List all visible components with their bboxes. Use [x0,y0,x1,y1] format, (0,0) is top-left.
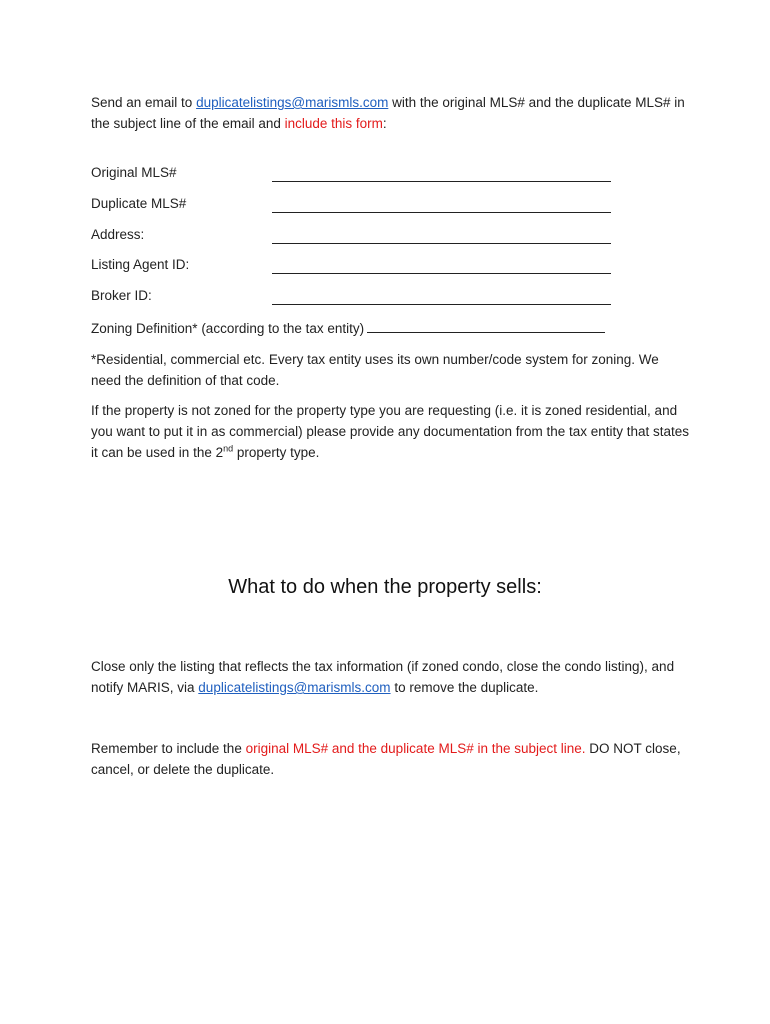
property-note-text: If the property is not zoned for the property type you are requesting (i.e. it is zoned residential, and you want to put it in as commercial) please provide any documentation from the tax entity that states it can be used in the 2 [91,403,690,460]
field-label: Duplicate MLS# [91,196,187,211]
close-note-paragraph [91,656,691,698]
original-mls-field[interactable] [272,181,611,182]
field-label: Original MLS# [91,165,177,180]
intro-paragraph [91,92,691,134]
intro-prefix: Send an email to [91,95,197,110]
duplicate-mls-field[interactable] [272,212,611,213]
property-note-paragraph [91,400,691,463]
field-label: Broker ID: [91,288,152,303]
field-label: Listing Agent ID: [91,257,190,272]
address-field[interactable] [272,243,611,244]
reminder-prefix: Remember to include the [91,741,246,756]
close-note-prefix: Close only the listing that reflects the tax information (if zoned condo, close the condo listing), and notify MARIS, via [91,659,675,695]
email-link[interactable]: duplicatelistings@marismls.com [196,95,389,110]
intro-middle: with the original MLS# and the duplicate MLS# in the subject line of the email and [91,95,685,131]
reminder-suffix: DO NOT close, cancel, or delete the duplicate. [91,741,681,777]
include-form-highlight: include this form [284,116,383,131]
field-address [91,227,631,247]
footnote-paragraph: *Residential, commercial etc. Every tax entity uses its own number/code system for zoning. We need the definition of that code. [91,352,659,388]
field-listing-agent-id [91,257,631,277]
ordinal-superscript: nd [223,443,234,454]
reminder-paragraph [91,738,691,780]
field-original-mls [91,165,631,185]
section-heading: What to do when the property sells: [228,576,542,598]
close-note-suffix: to remove the duplicate. [390,680,539,695]
field-label: Address: [91,227,145,242]
field-broker-id [91,288,631,308]
listing-agent-id-field[interactable] [272,273,611,274]
zoning-row [91,318,691,339]
field-duplicate-mls [91,196,631,216]
zoning-label: Zoning Definition* (according to the tax entity) [91,321,365,336]
property-note-suffix: property type. [233,445,320,460]
zoning-definition-field[interactable] [367,320,605,333]
reminder-highlight: original MLS# and the duplicate MLS# in the subject line. [245,741,586,756]
broker-id-field[interactable] [272,304,611,305]
intro-suffix: : [382,116,387,131]
email-link-2[interactable]: duplicatelistings@marismls.com [198,680,391,695]
